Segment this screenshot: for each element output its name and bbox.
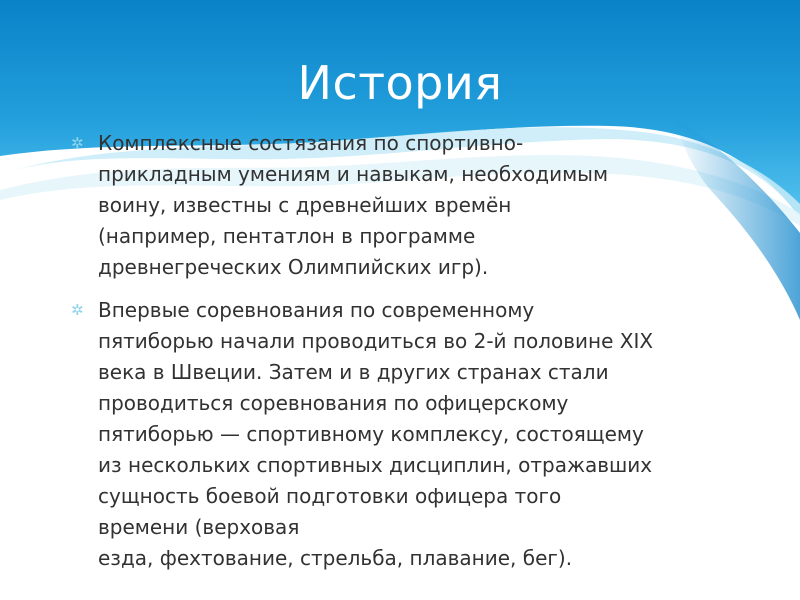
- bullet-list: [68, 128, 728, 586]
- bullet-star-icon: ✲: [71, 301, 84, 319]
- bullet-item: [68, 128, 728, 283]
- slide-title: История: [297, 56, 503, 110]
- bullet-star-icon: ✲: [71, 134, 84, 152]
- bullet-item: [68, 295, 728, 574]
- bullet-text: Комплексные состязания по спортивно- прикладным умениям и навыкам, необходимым воину, известны с древнейших времён (например, пентатлон в программе древнегреческих Олимпийских игр).: [98, 131, 609, 279]
- bullet-text: Впервые соревнования по современному пятиборью начали проводиться во 2-й половине XIX века в Швеции. Затем и в других странах стали проводиться соревнования по офицерскому пятиборью — спортивному комплексу, состоящему из нескольких спортивных дисциплин, отражавших сущность боевой подготовки офицера того времени (верховая езда, фехтование, стрельба, плавание, бег).: [98, 298, 654, 570]
